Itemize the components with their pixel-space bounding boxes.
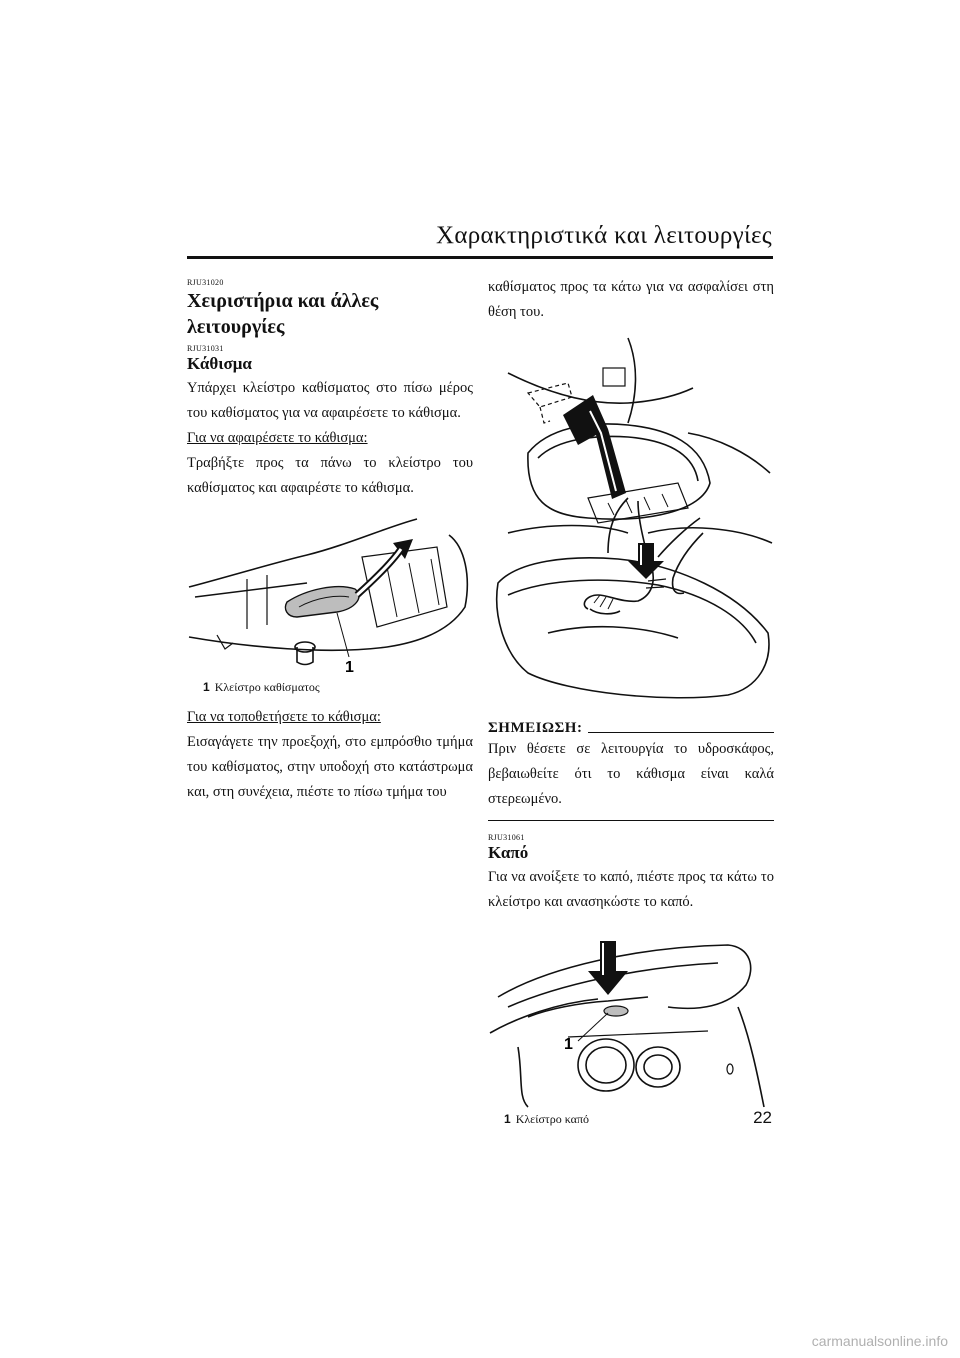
hood-code: RJU31061 [488, 833, 525, 842]
section-title: Χειριστήρια και άλλες λειτουργίες [187, 290, 379, 338]
subsection-title-hood: Καπό [488, 843, 529, 862]
seat-lock-caption [203, 679, 473, 695]
subsection-code: RJU31031 [187, 344, 224, 353]
hood-lock-figure [488, 937, 774, 1127]
hood-lock-caption [504, 1111, 774, 1127]
caption-number: 1 [504, 1112, 511, 1126]
right-column [488, 275, 774, 1127]
page-header-title: Χαρακτηριστικά και λειτουργίες [436, 222, 772, 249]
remove-seat-heading: Για να αφαιρέσετε το κάθισμα: [187, 430, 368, 446]
seat-install-figure [488, 333, 774, 703]
install-seat-heading: Για να τοποθετήσετε το κάθισμα: [187, 709, 381, 725]
caption-text: Κλείστρο καπό [515, 1112, 590, 1126]
hood-lock-illustration [488, 937, 774, 1109]
seat-lock-callout: 1 [345, 659, 354, 676]
header-rule [187, 256, 773, 259]
caption-text: Κλείστρο καθίσματος [214, 680, 320, 694]
note-end-rule [488, 820, 774, 821]
hood-text: Για να ανοίξετε το καπό, πιέστε προς τα κάτω το κλείστρο και ανασηκώστε το καπό. [488, 869, 774, 910]
seat-intro-text: Υπάρχει κλείστρο καθίσματος στο πίσω μέρος του καθίσματος για να αφαιρέσετε το κάθισμα. [187, 380, 473, 421]
page-number: 22 [753, 1108, 772, 1127]
caption-number: 1 [203, 680, 210, 694]
footer-watermark: carmanualsonline.info [811, 1333, 948, 1349]
install-seat-text-continued: καθίσματος προς τα κάτω για να ασφαλίσει στη θέση του. [488, 279, 774, 320]
note-text: Πριν θέσετε σε λειτουργία το υδροσκάφος, βεβαιωθείτε ότι το κάθισμα είναι καλά στερεωμένο. [488, 741, 774, 807]
note-heading-rule [588, 732, 774, 733]
left-column [187, 278, 473, 805]
subsection-title-seat: Κάθισμα [187, 354, 252, 373]
seat-lock-figure [187, 517, 473, 695]
seat-lock-illustration [187, 517, 473, 677]
remove-seat-text: Τραβήξτε προς τα πάνω το κλείστρο του καθίσματος και αφαιρέστε το κάθισμα. [187, 455, 473, 496]
note-heading: ΣΗΜΕΙΩΣΗ: [488, 720, 583, 736]
install-seat-text: Εισαγάγετε την προεξοχή, στο εμπρόσθιο τμήμα του καθίσματος, στην υποδοχή στο κατάστρωμα και, στη συνέχεια, πιέστε το πίσω τμήμα του [187, 734, 473, 800]
seat-install-illustration [488, 333, 774, 703]
section-code: RJU31020 [187, 278, 224, 287]
note-heading-row [488, 719, 774, 737]
hood-lock-callout: 1 [564, 1036, 573, 1053]
